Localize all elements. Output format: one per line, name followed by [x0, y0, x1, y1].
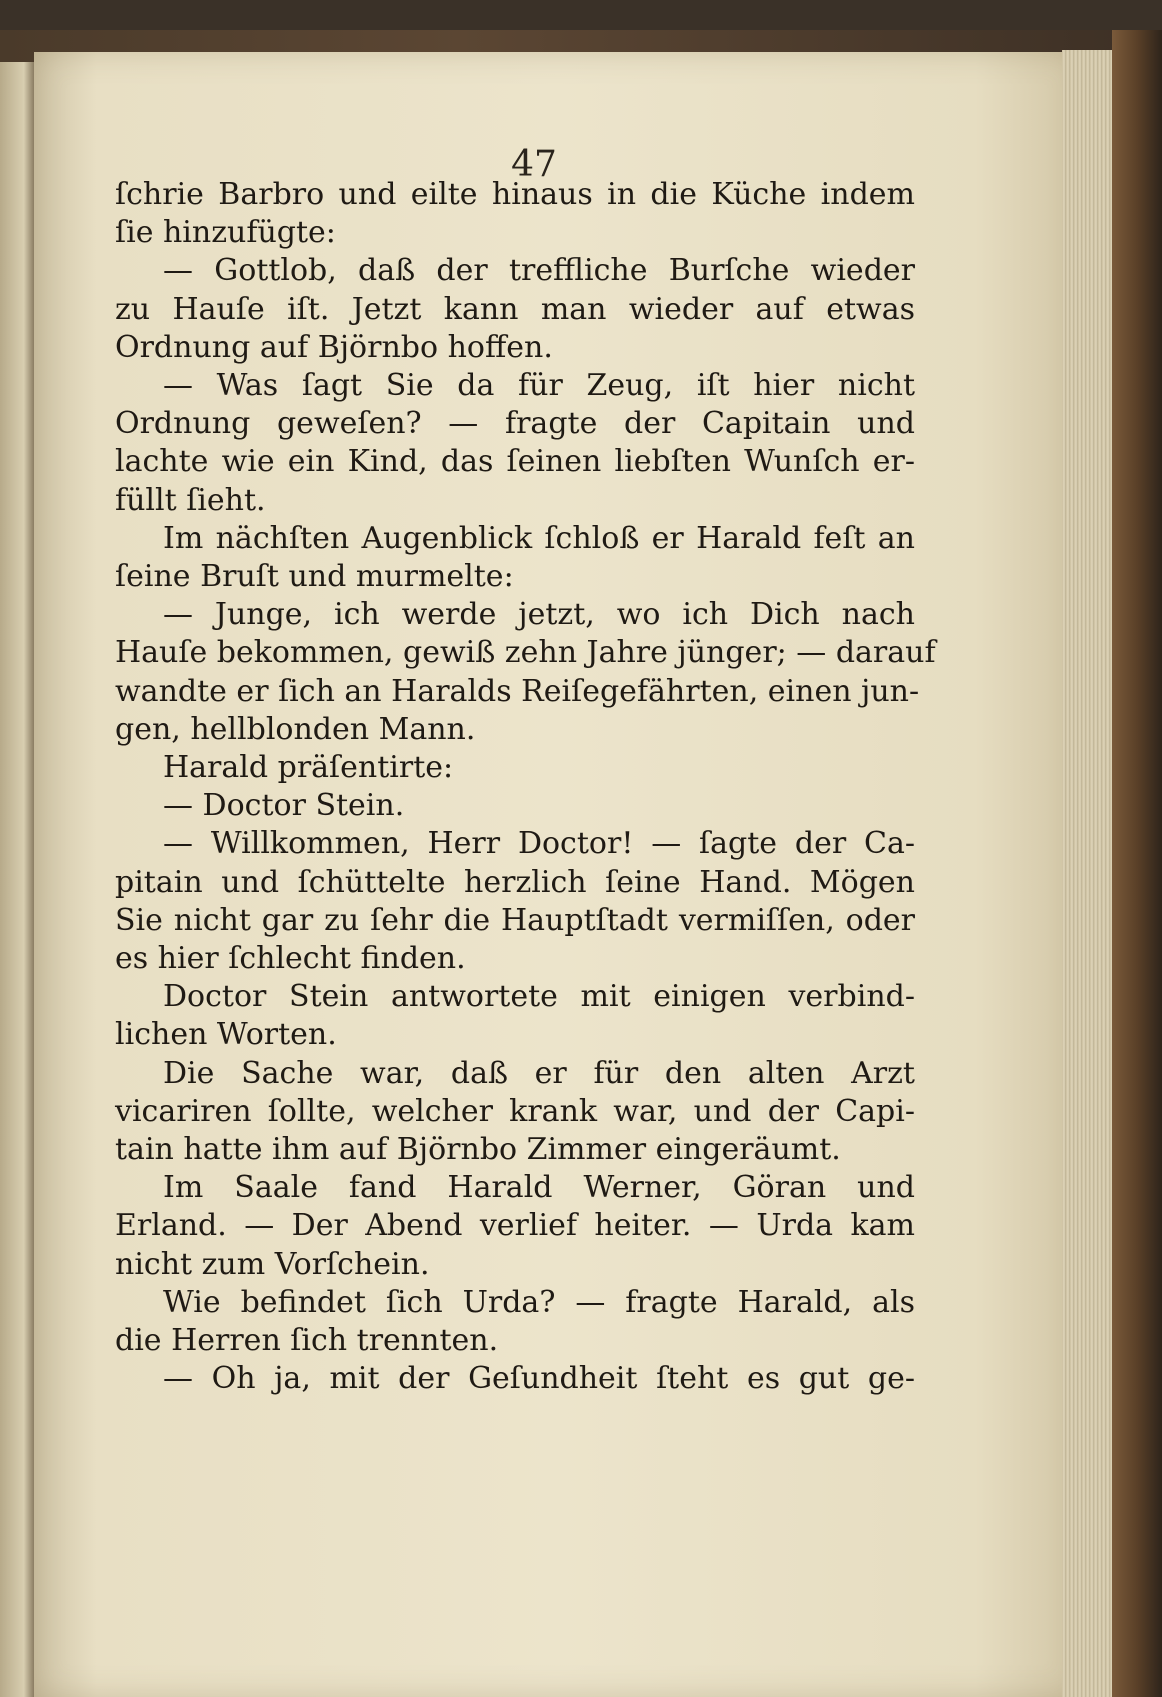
- text-line: ſeine Bruſt und murmelte:: [115, 559, 514, 595]
- text-line: lichen Worten.: [115, 1017, 337, 1053]
- text-line: Im Saale fand Harald Werner, Göran und: [163, 1170, 915, 1206]
- text-line: Wie befindet ſich Urda? — fragte Harald, als: [163, 1284, 915, 1320]
- text-line: Die Sache war, daß er für den alten Arzt: [163, 1055, 915, 1091]
- book-spine: [1112, 30, 1162, 1697]
- text-line: Ordnung geweſen? — fragte der Capitain und: [115, 406, 915, 442]
- text-line: tain hatte ihm auf Björnbo Zimmer eingeräumt.: [115, 1132, 841, 1168]
- body-text: [115, 176, 936, 1399]
- text-line: — Willkommen, Herr Doctor! — ſagte der Ca-: [163, 826, 915, 862]
- text-line: vicariren ſollte, welcher krank war, und der Capi-: [115, 1093, 915, 1129]
- text-line: die Herren ſich trennten.: [115, 1323, 499, 1359]
- text-line: ſie hinzufügte:: [115, 215, 336, 251]
- text-line: gen, hellblonden Mann.: [115, 711, 476, 747]
- left-page-edge: [0, 62, 34, 1697]
- text-line: ſchrie Barbro und eilte hinaus in die Küche indem: [115, 177, 915, 212]
- text-line: wandte er ſich an Haralds Reiſegefährten, einen jun-: [115, 673, 920, 709]
- page-number: 47: [511, 144, 557, 185]
- text-line: — Junge, ich werde jetzt, wo ich Dich nach: [163, 597, 915, 633]
- text-line: Erland. — Der Abend verlief heiter. — Urda kam: [115, 1208, 915, 1244]
- text-line: — Gottlob, daß der treffliche Burſche wieder: [163, 253, 915, 289]
- text-line: zu Hauſe iſt. Jetzt kann man wieder auf etwas: [115, 291, 915, 327]
- text-line: Im nächſten Augenblick ſchloß er Harald feſt an: [163, 520, 915, 556]
- text-line: Hauſe bekommen, gewiß zehn Jahre jünger; — darauf: [115, 635, 936, 671]
- text-line: Ordnung auf Björnbo hoffen.: [115, 329, 553, 365]
- text-line: Doctor Stein antwortete mit einigen verbind-: [163, 979, 915, 1015]
- text-line: Harald präſentirte:: [163, 750, 454, 786]
- text-line: — Doctor Stein.: [163, 788, 405, 824]
- page-stack-edge: [1062, 50, 1114, 1697]
- text-line: es hier ſchlecht finden.: [115, 941, 466, 977]
- text-line: füllt ſieht.: [115, 482, 266, 518]
- text-line: — Oh ja, mit der Geſundheit ſteht es gut ge-: [163, 1361, 915, 1397]
- text-line: lachte wie ein Kind, das ſeinen liebſten Wunſch er-: [115, 444, 915, 480]
- text-line: pitain und ſchüttelte herzlich ſeine Hand. Mögen: [115, 864, 915, 900]
- text-line: Sie nicht gar zu ſehr die Hauptſtadt vermiſſen, oder: [115, 902, 915, 938]
- text-line: nicht zum Vorſchein.: [115, 1246, 430, 1282]
- text-line: — Was ſagt Sie da für Zeug, iſt hier nicht: [163, 368, 915, 404]
